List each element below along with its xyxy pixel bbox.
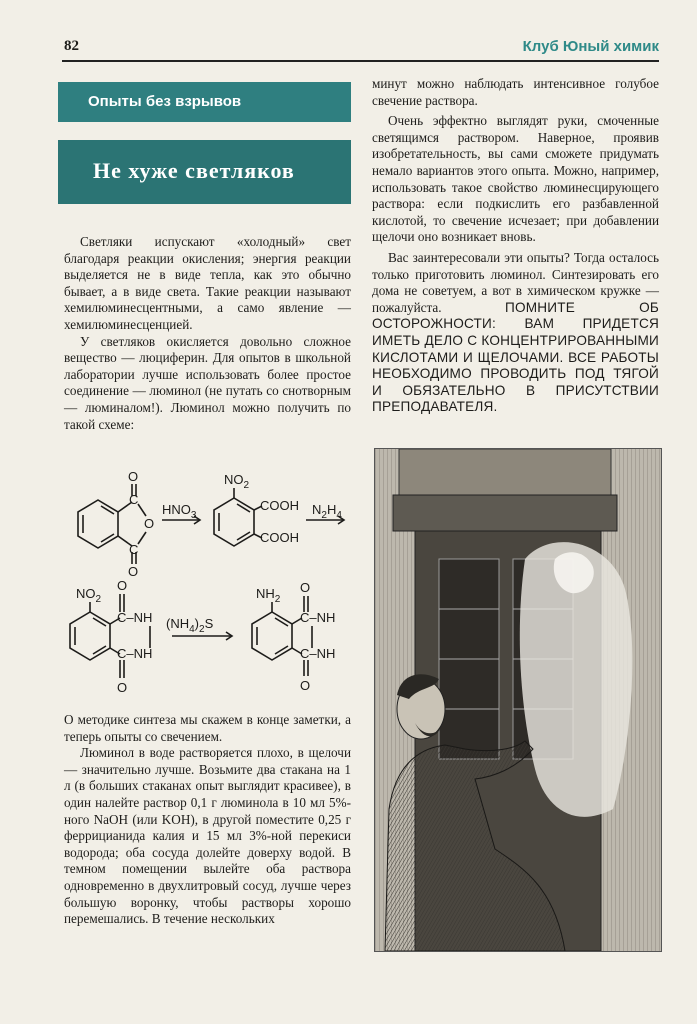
reagent-hno3: $HNO_3$: [162, 502, 197, 521]
reagent-ammonium-sulfide: $(NH_4)_2S$: [166, 616, 214, 635]
rubric-label: Опыты без взрывов: [88, 93, 242, 110]
benzene-ring-2: [214, 498, 254, 546]
scheme-c-nh-top-3: C–NH: [117, 610, 153, 625]
scheme-o-top-3: O: [117, 578, 128, 593]
cabinet-top: [393, 495, 617, 531]
prepare-luminol-text: Вас заинтересовали эти опыты? Тогда осталось только приготовить люминол. Синтезировать его дома не советуем, а вот в химическом кружке — пожалуйста.: [372, 249, 659, 315]
scheme-o-bottom-3: O: [117, 680, 128, 695]
scheme-c-nh-top-4: C–NH: [300, 610, 336, 625]
reagent-n2h4: $N_2H_4$: [312, 502, 342, 521]
title-banner: [58, 140, 351, 204]
paragraph-fireflies: Светляки испускают «холодный» свет благодаря реакции окисления; энергия реакции выделяется не в виде тепла, как это обычно бывает, а в виде света. Такие реакции называют хемилюминесцентными, а само явление — хемилюминесценцией.: [64, 234, 351, 332]
scheme-o-top-4: O: [300, 580, 311, 595]
left-column-top: [64, 234, 351, 433]
benzene-ring-1: [78, 500, 118, 548]
scheme-c-nh-bottom-4: C–NH: [300, 646, 336, 661]
benzene-ring-3: [70, 612, 110, 660]
page-number: 82: [64, 38, 79, 54]
safety-warning: ПОМНИТЕ ОБ ОСТОРОЖНОСТИ: ВАМ ПРИДЕТСЯ ИМЕТЬ ДЕЛО С КОНЦЕНТРИРОВАННЫМИ КИСЛОТАМИ И ЩЕЛОЧАМИ. ВСЕ РАБОТЫ НЕОБХОДИМО ПРОВОДИТЬ ПОД ТЯГОЙ И ОБЯЗАТЕЛЬНО В ПРИСУТСТВИИ ПРЕПОДАВАТЕЛЯ.: [372, 299, 659, 415]
paragraph-prepare-luminol: [372, 250, 659, 416]
scheme-no2-3: $NO_2$: [76, 586, 102, 605]
left-column-bottom: [64, 712, 351, 928]
paragraph-hands: Очень эффектно выглядят руки, смоченные светящимся раствором. Наверное, проявив изобретательность, вы сами сможете придумать немало вариантов этого опыта. Можно, например, использовать такое свойство люминесцирующего раствора: если подкислить его разбавленной кислотой, то свечение исчезает; при добавлении щелочи оно возникает вновь.: [372, 113, 659, 245]
section-title: Клуб Юный химик: [522, 38, 659, 55]
scheme-c-top-1: C: [129, 492, 139, 507]
scheme-cooh-upper: COOH: [260, 498, 299, 513]
scheme-c-nh-bottom-3: C–NH: [117, 646, 153, 661]
rubric-banner: [58, 82, 351, 122]
scheme-nh2-4: $NH_2$: [256, 586, 281, 605]
right-column: [372, 76, 659, 416]
scheme-o-bottom-1: O: [128, 564, 139, 579]
paragraph-glow-continue: минут можно наблюдать интенсивное голубое свечение раствора.: [372, 76, 659, 108]
cabinet-crown: [399, 449, 611, 495]
scheme-o-top-1: O: [128, 469, 139, 484]
paragraph-experiment: Люминол в воде растворяется плохо, в щелочи — значительно лучше. Возьмите два стакана на 1 л (в больших стаканах опыт выглядит красивее), в один налейте раствор 0,1 г люминола в 10 мл 5%-ного NaOH (или KOH), в другой поместите 0,25 г феррицианида калия и 15 мл 3%-ной перекиси водорода; оба сосуда долейте доверху водой. В темном помещении вылейте оба раствора одновременно в двухлитровый сосуд, лучше через большую воронку, чтобы растворы хорошо перемешались. В течение нескольких: [64, 745, 351, 927]
article-title: Не хуже светляков: [93, 158, 295, 183]
scheme-no2-2: $NO_2$: [224, 472, 250, 491]
scheme-cooh-lower: COOH: [260, 530, 299, 545]
scheme-o-bottom-4: O: [300, 678, 311, 693]
benzene-ring-4: [252, 612, 292, 660]
engraving-illustration: [374, 448, 662, 952]
luminol-synthesis-scheme: [62, 462, 352, 700]
paragraph-synthesis-later: О методике синтеза мы скажем в конце заметки, а теперь опыты со свечением.: [64, 712, 351, 744]
scheme-c-bottom-1: C: [129, 542, 139, 557]
paragraph-luciferin: У светляков окисляется довольно сложное вещество — люциферин. Для опытов в школьной лаборатории лучше использовать более простое соединение — люминол (не путать со снотворным — люминалом!). Люминол можно получить по такой схеме:: [64, 333, 351, 432]
header-rule: [62, 60, 659, 62]
scheme-o-ring-1: O: [144, 516, 155, 531]
